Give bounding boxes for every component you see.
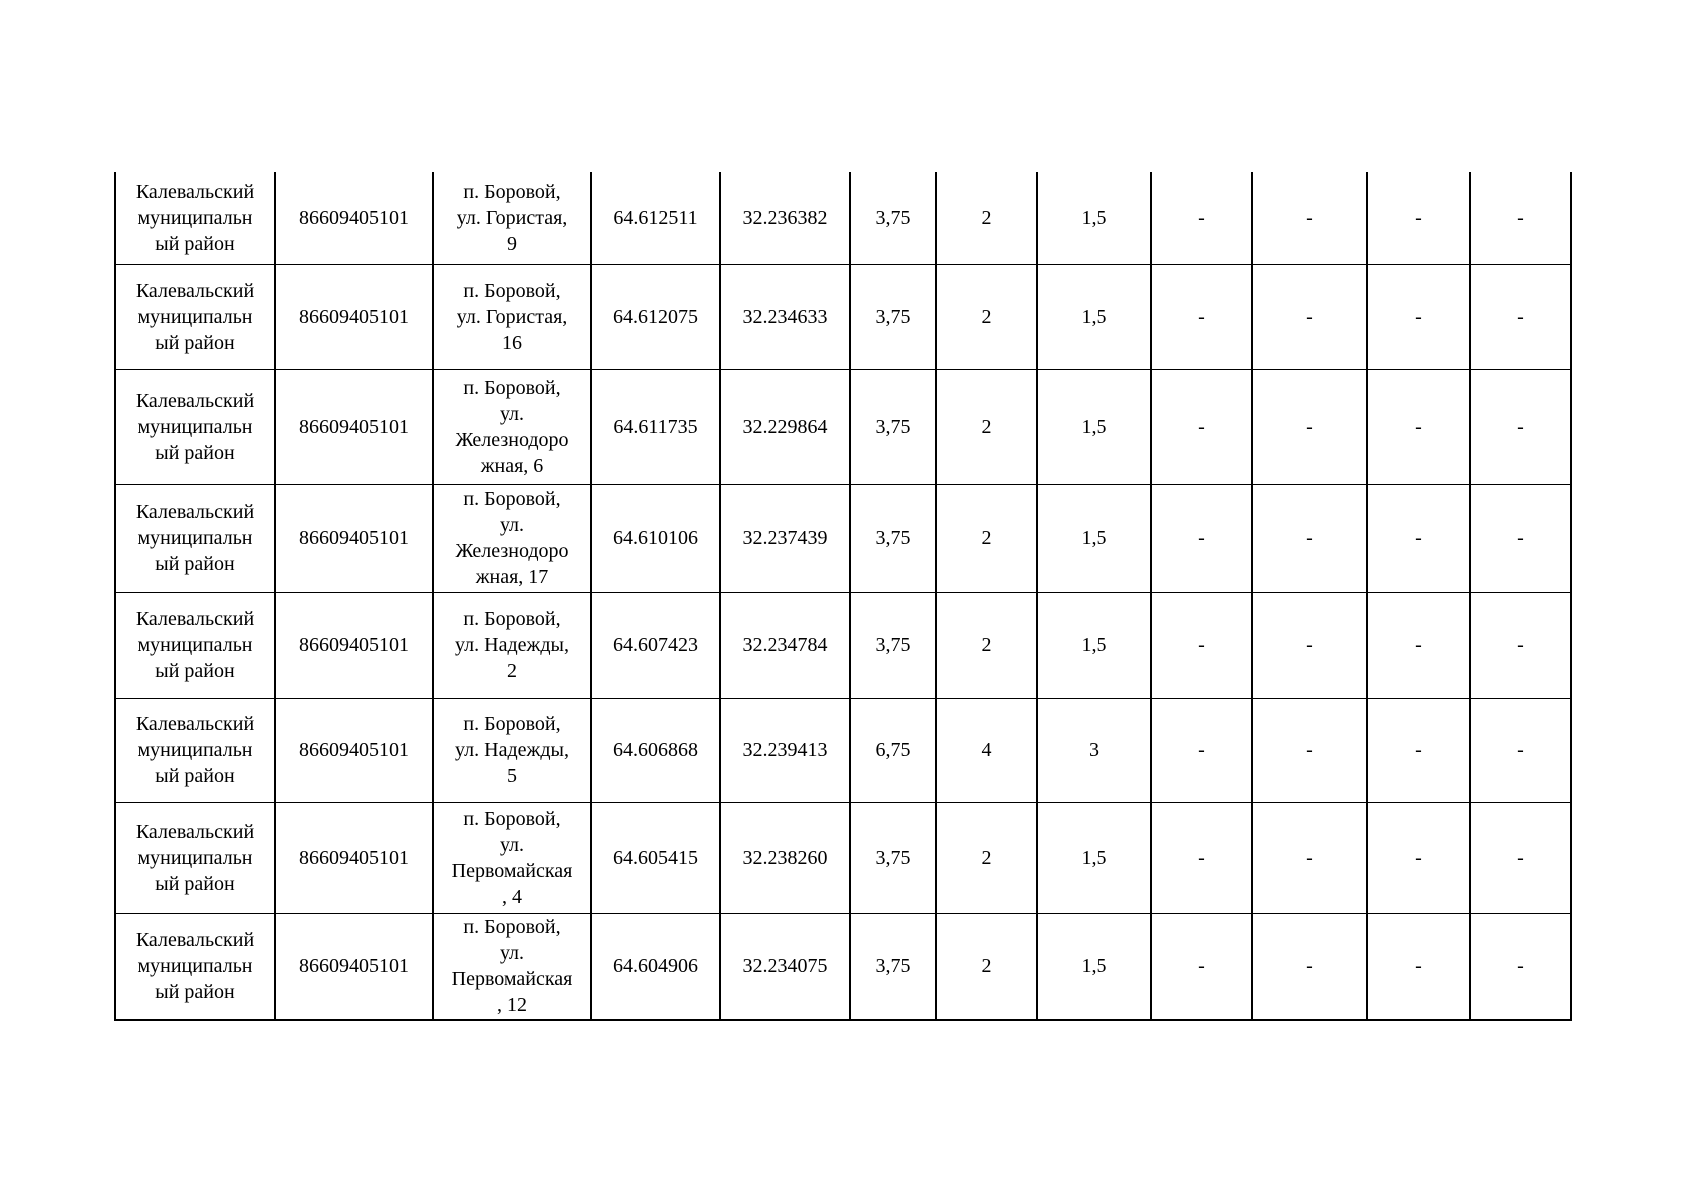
column-12-cell-text: - (1517, 305, 1524, 328)
container-volume-cell (1037, 264, 1151, 369)
column-11-cell-text: - (1415, 415, 1422, 438)
area-cell-text: 3,75 (875, 955, 911, 978)
column-10-cell (1252, 698, 1367, 802)
area-cell (850, 802, 936, 913)
column-10-cell (1252, 592, 1367, 698)
column-11-cell (1367, 264, 1470, 369)
latitude-cell-text: 64.605415 (613, 846, 698, 869)
container-count-cell (936, 264, 1037, 369)
column-12-cell (1470, 369, 1571, 484)
container-volume-cell-text: 1,5 (1081, 415, 1107, 438)
address-cell-text: п. Боровой, ул. Надежды, 5 (455, 713, 569, 787)
container-volume-cell-text: 1,5 (1081, 955, 1107, 978)
address-cell (433, 802, 591, 913)
container-count-cell-text: 2 (981, 527, 992, 549)
oktmo-code-cell (275, 484, 433, 592)
latitude-cell-text: 64.612075 (613, 305, 698, 328)
container-volume-cell-text: 1,5 (1081, 634, 1107, 656)
longitude-cell (720, 698, 850, 802)
column-11-cell (1367, 913, 1470, 1020)
container-volume-cell (1037, 592, 1151, 698)
column-11-cell-text: - (1415, 206, 1422, 229)
area-cell (850, 172, 936, 264)
column-9-cell (1151, 264, 1252, 369)
district-cell-text: Калевальский муниципальн ый район (135, 279, 255, 354)
container-volume-cell (1037, 913, 1151, 1020)
area-cell-text: 3,75 (875, 415, 911, 438)
district-cell (115, 484, 275, 592)
column-11-cell (1367, 698, 1470, 802)
column-9-cell-text: - (1198, 739, 1205, 761)
district-cell (115, 172, 275, 264)
oktmo-code-cell (275, 172, 433, 264)
column-12-cell-text: - (1517, 739, 1524, 761)
area-cell (850, 698, 936, 802)
latitude-cell (591, 913, 720, 1020)
longitude-cell-text: 32.234075 (742, 955, 828, 978)
oktmo-code-cell (275, 698, 433, 802)
longitude-cell (720, 172, 850, 264)
column-9-cell-text: - (1198, 305, 1205, 328)
registry-table (114, 172, 1572, 1021)
column-11-cell-text: - (1415, 634, 1422, 656)
district-cell (115, 369, 275, 484)
longitude-cell (720, 264, 850, 369)
column-9-cell (1151, 369, 1252, 484)
oktmo-code-cell (275, 369, 433, 484)
oktmo-code-cell-text: 86609405101 (299, 634, 409, 656)
longitude-cell-text: 32.239413 (742, 739, 828, 761)
container-count-cell-text: 2 (981, 634, 992, 656)
column-11-cell-text: - (1415, 846, 1422, 869)
longitude-cell-text: 32.234633 (742, 305, 828, 328)
column-11-cell-text: - (1415, 305, 1422, 328)
district-cell-text: Калевальский муниципальн ый район (135, 929, 255, 1004)
column-10-cell-text: - (1306, 206, 1313, 229)
oktmo-code-cell-text: 86609405101 (299, 955, 409, 978)
container-count-cell (936, 802, 1037, 913)
column-9-cell (1151, 484, 1252, 592)
address-cell (433, 369, 591, 484)
column-10-cell-text: - (1306, 305, 1313, 328)
area-cell-text: 3,75 (875, 634, 911, 656)
district-cell-text: Калевальский муниципальн ый район (135, 608, 255, 682)
container-volume-cell (1037, 802, 1151, 913)
table-row (115, 369, 1571, 484)
column-12-cell (1470, 802, 1571, 913)
container-volume-cell-text: 3 (1089, 739, 1099, 761)
container-count-cell-text: 2 (981, 206, 992, 229)
column-9-cell (1151, 172, 1252, 264)
table-row (115, 913, 1571, 1020)
column-12-cell-text: - (1517, 415, 1524, 438)
container-count-cell (936, 172, 1037, 264)
column-11-cell (1367, 172, 1470, 264)
column-10-cell (1252, 802, 1367, 913)
table-row (115, 264, 1571, 369)
column-9-cell-text: - (1198, 206, 1205, 229)
longitude-cell (720, 913, 850, 1020)
container-count-cell-text: 2 (981, 846, 992, 869)
latitude-cell (591, 802, 720, 913)
latitude-cell (591, 698, 720, 802)
address-cell-text: п. Боровой, ул. Надежды, 2 (455, 608, 569, 682)
container-volume-cell-text: 1,5 (1081, 206, 1107, 229)
longitude-cell-text: 32.236382 (742, 206, 828, 229)
address-cell (433, 484, 591, 592)
area-cell-text: 6,75 (875, 739, 911, 761)
address-cell-text: п. Боровой, ул. Гористая, 16 (456, 279, 568, 354)
table-row (115, 698, 1571, 802)
oktmo-code-cell (275, 913, 433, 1020)
area-cell-text: 3,75 (875, 846, 911, 869)
longitude-cell-text: 32.229864 (742, 415, 828, 438)
container-count-cell (936, 369, 1037, 484)
area-cell (850, 484, 936, 592)
column-12-cell-text: - (1517, 206, 1524, 229)
column-10-cell (1252, 264, 1367, 369)
column-11-cell (1367, 484, 1470, 592)
column-12-cell-text: - (1517, 527, 1524, 549)
column-11-cell-text: - (1415, 955, 1422, 978)
address-cell (433, 264, 591, 369)
latitude-cell-text: 64.606868 (613, 739, 698, 761)
container-count-cell-text: 2 (981, 305, 992, 328)
column-10-cell (1252, 484, 1367, 592)
column-9-cell-text: - (1198, 846, 1205, 869)
column-9-cell-text: - (1198, 955, 1205, 978)
latitude-cell (591, 484, 720, 592)
area-cell (850, 264, 936, 369)
latitude-cell (591, 172, 720, 264)
oktmo-code-cell-text: 86609405101 (299, 206, 409, 229)
container-count-cell (936, 698, 1037, 802)
address-cell-text: п. Боровой, ул. Первомайская , 12 (451, 916, 573, 1017)
column-12-cell (1470, 913, 1571, 1020)
latitude-cell (591, 369, 720, 484)
longitude-cell-text: 32.237439 (742, 527, 828, 549)
oktmo-code-cell-text: 86609405101 (299, 739, 409, 761)
address-cell (433, 172, 591, 264)
column-9-cell (1151, 592, 1252, 698)
latitude-cell-text: 64.604906 (613, 955, 698, 978)
column-11-cell-text: - (1415, 739, 1422, 761)
table-row (115, 172, 1571, 264)
table-row (115, 592, 1571, 698)
district-cell (115, 802, 275, 913)
longitude-cell-text: 32.234784 (742, 634, 828, 656)
column-10-cell-text: - (1306, 955, 1313, 978)
district-cell-text: Калевальский муниципальн ый район (135, 501, 255, 575)
district-cell-text: Калевальский муниципальн ый район (135, 180, 255, 255)
oktmo-code-cell (275, 264, 433, 369)
column-9-cell (1151, 913, 1252, 1020)
oktmo-code-cell-text: 86609405101 (299, 527, 409, 549)
container-volume-cell-text: 1,5 (1081, 305, 1107, 328)
column-10-cell-text: - (1306, 739, 1313, 761)
district-cell (115, 592, 275, 698)
table-row (115, 802, 1571, 913)
column-9-cell (1151, 698, 1252, 802)
column-10-cell (1252, 369, 1367, 484)
table-row (115, 484, 1571, 592)
area-cell (850, 369, 936, 484)
column-9-cell-text: - (1198, 415, 1205, 438)
longitude-cell-text: 32.238260 (742, 846, 828, 869)
longitude-cell (720, 484, 850, 592)
area-cell-text: 3,75 (875, 206, 911, 229)
oktmo-code-cell (275, 592, 433, 698)
area-cell-text: 3,75 (875, 305, 911, 328)
address-cell-text: п. Боровой, ул. Гористая, 9 (456, 180, 568, 255)
container-volume-cell (1037, 172, 1151, 264)
district-cell (115, 264, 275, 369)
district-cell (115, 913, 275, 1020)
container-volume-cell-text: 1,5 (1081, 527, 1107, 549)
latitude-cell-text: 64.612511 (613, 206, 698, 229)
container-volume-cell (1037, 369, 1151, 484)
oktmo-code-cell (275, 802, 433, 913)
column-10-cell-text: - (1306, 415, 1313, 438)
latitude-cell-text: 64.607423 (613, 634, 698, 656)
area-cell (850, 913, 936, 1020)
container-count-cell (936, 592, 1037, 698)
latitude-cell (591, 592, 720, 698)
column-12-cell (1470, 592, 1571, 698)
container-volume-cell (1037, 484, 1151, 592)
address-cell (433, 913, 591, 1020)
column-12-cell-text: - (1517, 846, 1524, 869)
column-10-cell-text: - (1306, 527, 1313, 549)
container-volume-cell (1037, 698, 1151, 802)
district-cell-text: Калевальский муниципальн ый район (135, 820, 255, 895)
container-count-cell-text: 2 (981, 415, 992, 438)
column-10-cell-text: - (1306, 634, 1313, 656)
latitude-cell-text: 64.610106 (613, 527, 698, 549)
column-12-cell (1470, 264, 1571, 369)
oktmo-code-cell-text: 86609405101 (299, 415, 409, 438)
column-9-cell (1151, 802, 1252, 913)
longitude-cell (720, 369, 850, 484)
container-count-cell-text: 2 (981, 955, 992, 978)
oktmo-code-cell-text: 86609405101 (299, 846, 409, 869)
column-10-cell-text: - (1306, 846, 1313, 869)
container-count-cell-text: 4 (981, 739, 992, 761)
column-12-cell-text: - (1517, 955, 1524, 978)
column-11-cell (1367, 369, 1470, 484)
address-cell (433, 592, 591, 698)
latitude-cell (591, 264, 720, 369)
address-cell-text: п. Боровой, ул. Первомайская , 4 (451, 807, 573, 908)
address-cell-text: п. Боровой, ул. Железнодоро жная, 17 (455, 488, 569, 588)
district-cell-text: Калевальский муниципальн ый район (135, 389, 255, 464)
container-count-cell (936, 484, 1037, 592)
column-12-cell (1470, 484, 1571, 592)
address-cell-text: п. Боровой, ул. Железнодоро жная, 6 (455, 376, 569, 477)
area-cell-text: 3,75 (875, 527, 911, 549)
container-volume-cell-text: 1,5 (1081, 846, 1107, 869)
column-11-cell (1367, 592, 1470, 698)
container-count-cell (936, 913, 1037, 1020)
column-10-cell (1252, 913, 1367, 1020)
registry-table-body (115, 172, 1571, 1020)
column-12-cell-text: - (1517, 634, 1524, 656)
column-11-cell-text: - (1415, 527, 1422, 549)
district-cell (115, 698, 275, 802)
column-9-cell-text: - (1198, 527, 1205, 549)
longitude-cell (720, 802, 850, 913)
area-cell (850, 592, 936, 698)
column-11-cell (1367, 802, 1470, 913)
oktmo-code-cell-text: 86609405101 (299, 305, 409, 328)
column-12-cell (1470, 698, 1571, 802)
column-9-cell-text: - (1198, 634, 1205, 656)
address-cell (433, 698, 591, 802)
district-cell-text: Калевальский муниципальн ый район (135, 713, 255, 787)
column-12-cell (1470, 172, 1571, 264)
column-10-cell (1252, 172, 1367, 264)
latitude-cell-text: 64.611735 (613, 415, 698, 438)
longitude-cell (720, 592, 850, 698)
